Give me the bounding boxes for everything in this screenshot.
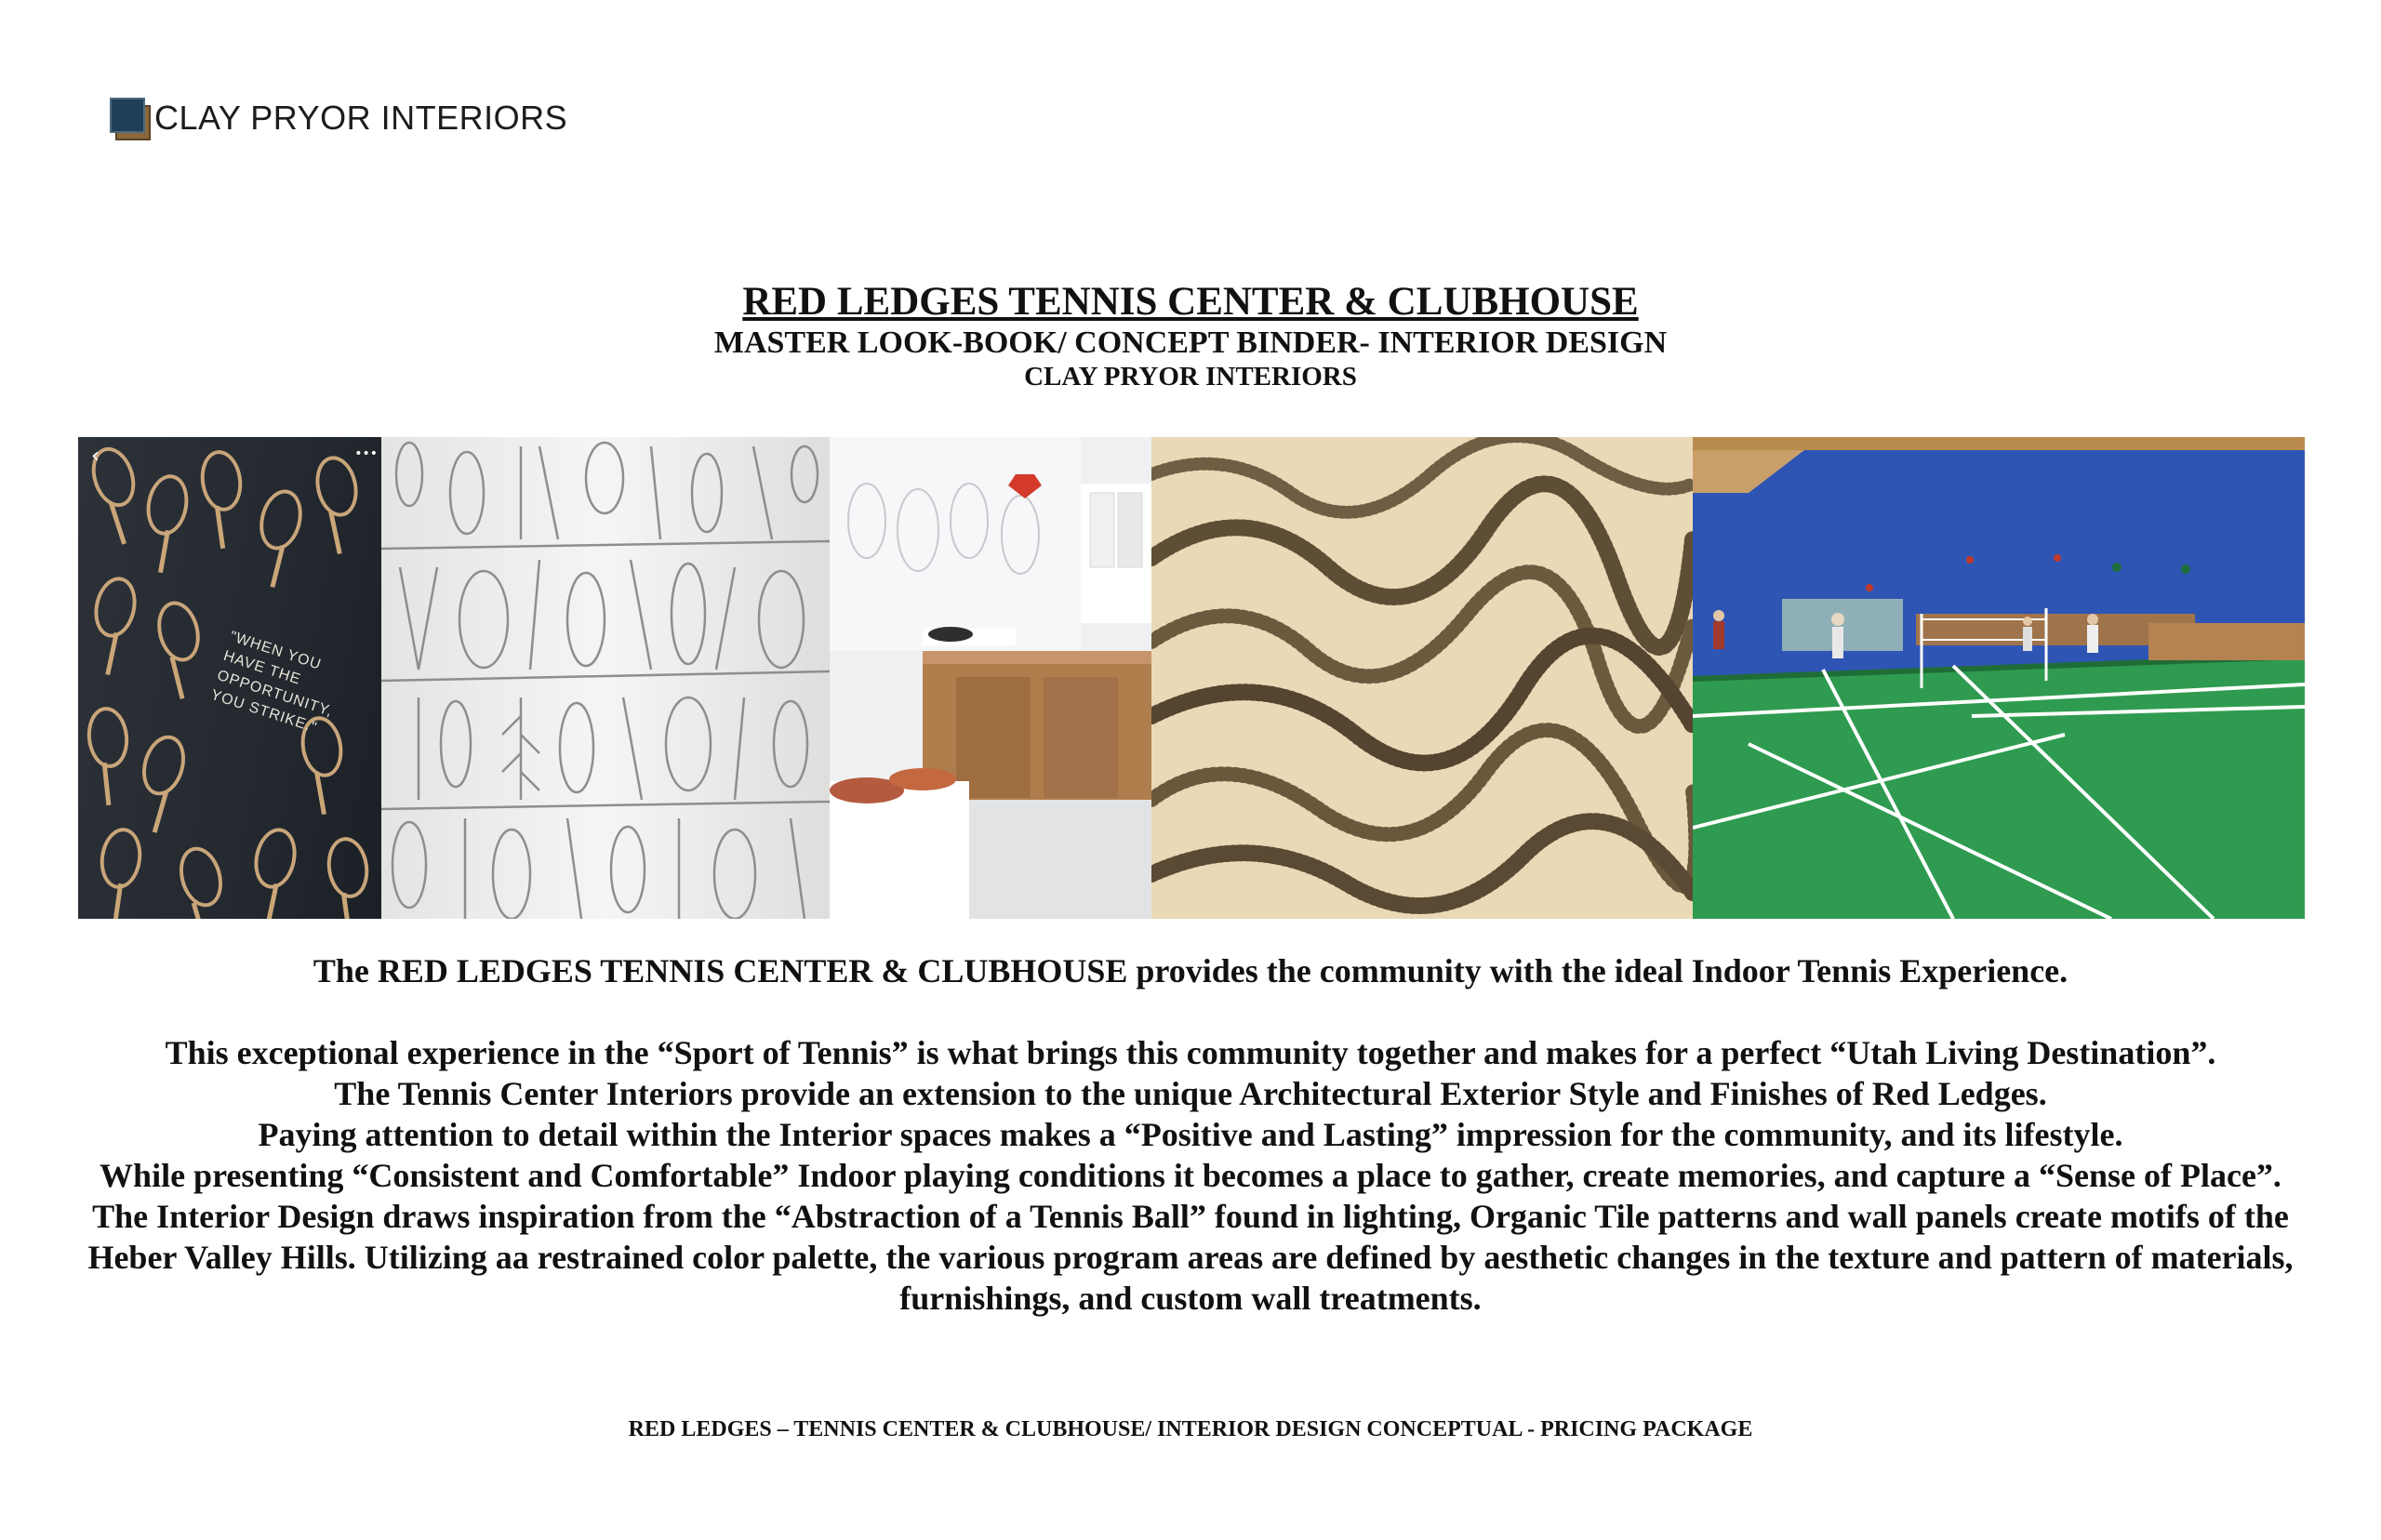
firm-name: CLAY PRYOR INTERIORS <box>1024 362 1357 392</box>
more-icon: ••• <box>354 446 378 461</box>
logo-text: CLAY PRYOR INTERIORS <box>154 99 568 137</box>
description-line-5: The Interior Design draws inspiration from the “Abstraction of a Tennis Ball” found in lighting, Organic Tile patterns and wall panels create motifs of the Heber Valley Hills. Utilizing aa restrained color palette, the various program areas are defined by aesthetic changes in the texture and pattern of materials, furnishings, and custom wall treatments. <box>87 1198 2294 1317</box>
indoor-court-image <box>1693 437 2305 919</box>
chevron-left-icon: ‹ <box>91 445 100 468</box>
racket-wall-image <box>78 437 381 919</box>
description-line-1: This exceptional experience in the “Sport of Tennis” is what brings this community together and makes for a perfect “Utah Living Destination”. <box>165 1034 2216 1071</box>
title-block <box>0 279 2381 392</box>
court-graphic <box>1693 437 2305 919</box>
logo-icon <box>110 98 149 139</box>
landscape-wallcovering-image <box>1151 437 1693 919</box>
shop-graphic <box>830 437 1151 919</box>
lead-paragraph: The RED LEDGES TENNIS CENTER & CLUBHOUSE provides the community with the ideal Indoor Tennis Experience. <box>313 952 2068 989</box>
retail-display-image <box>830 437 1151 919</box>
hills-pattern-graphic <box>1151 437 1693 919</box>
description-line-4: While presenting “Consistent and Comfortable” Indoor playing conditions it becomes a place to gather, create memories, and capture a “Sense of Place”. <box>100 1157 2281 1194</box>
description-line-2: The Tennis Center Interiors provide an extension to the unique Architectural Exterior Style and Finishes of Red Ledges. <box>334 1075 2047 1112</box>
tile-pattern-graphic <box>381 437 830 919</box>
page-title: RED LEDGES TENNIS CENTER & CLUBHOUSE <box>742 280 1639 324</box>
description <box>74 950 2307 1319</box>
page-footer: RED LEDGES – TENNIS CENTER & CLUBHOUSE/ INTERIOR DESIGN CONCEPTUAL - PRICING PACKAGE <box>628 1417 1753 1441</box>
description-line-3: Paying attention to detail within the Interior spaces makes a “Positive and Lasting” impression for the community, and its lifestyle. <box>258 1116 2123 1153</box>
racket-wall-quote: "WHEN YOU HAVE THE OPPORTUNITY, YOU STRIKE." <box>208 628 335 737</box>
company-logo <box>110 95 567 141</box>
page-subtitle: MASTER LOOK-BOOK/ CONCEPT BINDER- INTERIOR DESIGN <box>713 325 1668 360</box>
relief-tile-image <box>381 437 830 919</box>
image-collage <box>78 437 2305 919</box>
